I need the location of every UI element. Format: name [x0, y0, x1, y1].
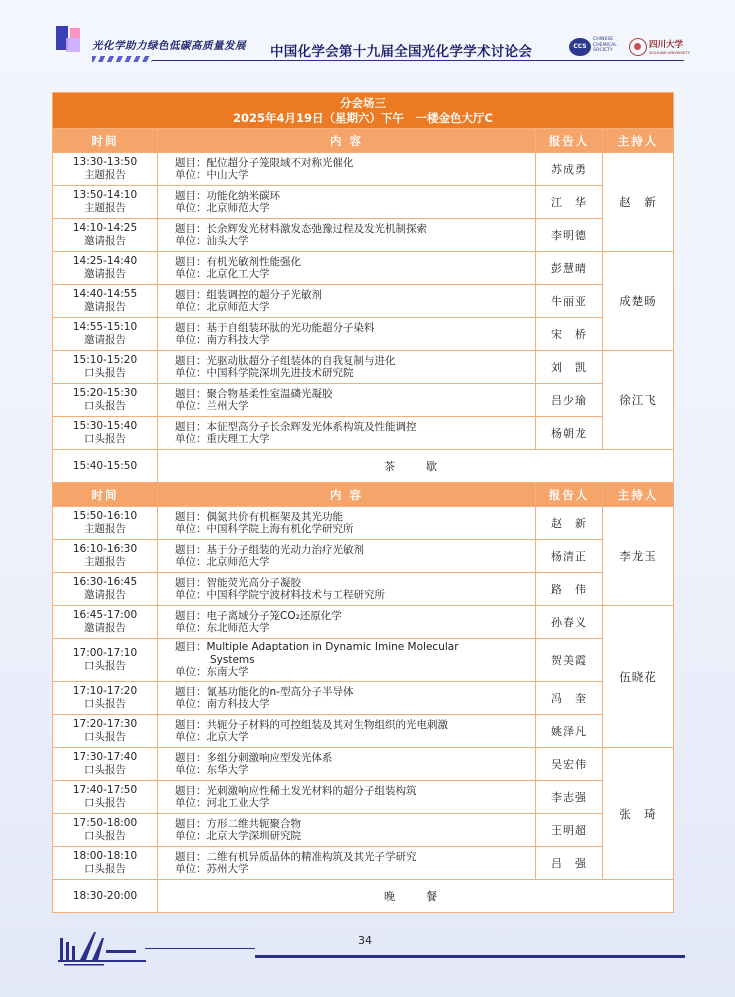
talk-title: 题目：光驱动肽超分子组装体的自我复制与进化: [175, 354, 396, 367]
talk-content-cell: [158, 252, 536, 285]
col-header-content: 内 容: [158, 129, 536, 153]
break-label: 茶 歇: [158, 450, 674, 483]
table-row: [53, 781, 674, 814]
talk-content-cell: [158, 573, 536, 606]
col-header-host: 主持人: [603, 129, 674, 153]
col-header-host: 主持人: [603, 483, 674, 507]
table-row: [53, 153, 674, 186]
speaker-name: 杨朝龙: [536, 417, 603, 450]
talk-type: 口头报告: [84, 433, 126, 445]
talk-type: 主题报告: [84, 202, 126, 214]
talk-unit: 单位：北京师范大学: [175, 556, 270, 568]
building-skyline-icon: [58, 928, 146, 968]
header-slogan: 光化学助力绿色低碳高质量发展: [92, 40, 246, 52]
talk-type: 口头报告: [84, 797, 126, 809]
talk-time-cell: [53, 606, 158, 639]
ccs-logo-label: CHINESE CHEMICAL SOCIETY: [593, 37, 617, 54]
talk-unit: 单位：南方科技大学: [175, 698, 270, 710]
talk-time-cell: [53, 639, 158, 682]
table-row: [53, 252, 674, 285]
table-row: [53, 318, 674, 351]
speaker-name: 吴宏伟: [536, 748, 603, 781]
talk-unit: 单位：北京师范大学: [175, 202, 270, 214]
talk-time-cell: [53, 540, 158, 573]
break-time: 15:40-15:50: [53, 450, 158, 483]
header-stripes: [92, 56, 152, 62]
talk-unit: 单位：东华大学: [175, 764, 249, 776]
schedule-table: [52, 92, 674, 913]
speaker-name: 刘 凯: [536, 351, 603, 384]
talk-content-cell: [158, 219, 536, 252]
table-row: [53, 351, 674, 384]
talk-content-cell: [158, 540, 536, 573]
talk-content-cell: [158, 384, 536, 417]
speaker-name: 王明超: [536, 814, 603, 847]
talk-content-cell: [158, 814, 536, 847]
footer-rule-long: [255, 955, 685, 958]
session-header-row: [53, 93, 674, 129]
talk-type: 主题报告: [84, 169, 126, 181]
host-name: 张 琦: [603, 748, 674, 880]
talk-time: 14:10-14:25: [72, 222, 138, 234]
talk-unit: 单位：北京化工大学: [175, 268, 270, 280]
talk-title: 题目：功能化纳米碳环: [175, 189, 280, 202]
table-row: [53, 573, 674, 606]
talk-time: 16:10-16:30: [72, 543, 138, 555]
talk-time: 14:55-15:10: [72, 321, 138, 333]
talk-unit: 单位：南方科技大学: [175, 334, 270, 346]
session-datetime: 2025年4月19日（星期六）下午 一楼金色大厅C: [233, 110, 493, 125]
talk-title: 题目：长余辉发光材料激发态弛豫过程及发光机制探索: [175, 222, 427, 235]
talk-time: 15:50-16:10: [72, 510, 138, 522]
table-row: [53, 748, 674, 781]
talk-time: 15:10-15:20: [72, 354, 138, 366]
speaker-name: 吕少瑜: [536, 384, 603, 417]
talk-content-cell: [158, 186, 536, 219]
table-row: [53, 814, 674, 847]
speaker-name: 贺美霞: [536, 639, 603, 682]
talk-time: 16:45-17:00: [72, 609, 138, 621]
talk-content-cell: [158, 507, 536, 540]
table-row: [53, 384, 674, 417]
table-row: [53, 682, 674, 715]
talk-content-cell: [158, 639, 536, 682]
speaker-name: 冯 奎: [536, 682, 603, 715]
speaker-name: 江 华: [536, 186, 603, 219]
talk-title: 题目：共轭分子材料的可控组装及其对生物组织的光电刺激: [175, 718, 448, 731]
university-seal-icon: [629, 38, 647, 56]
talk-title: 题目：光刺激响应性稀土发光材料的超分子组装构筑: [175, 784, 417, 797]
talk-type: 口头报告: [84, 830, 126, 842]
talk-type: 口头报告: [84, 731, 126, 743]
talk-title: 题目：偶氮共价有机框架及其光功能: [175, 510, 343, 523]
col-header-time: 时间: [53, 483, 158, 507]
talk-time-cell: [53, 285, 158, 318]
talk-unit: 单位：河北工业大学: [175, 797, 270, 809]
talk-time: 14:40-14:55: [72, 288, 138, 300]
talk-title: 题目：配位超分子笼限域不对称光催化: [175, 156, 354, 169]
talk-content-cell: [158, 417, 536, 450]
host-name: 徐江飞: [603, 351, 674, 450]
talk-type: 口头报告: [84, 400, 126, 412]
talk-time-cell: [53, 781, 158, 814]
column-header-row: [53, 483, 674, 507]
footer-rule-short: [145, 948, 255, 949]
talk-content-cell: [158, 351, 536, 384]
table-row: [53, 186, 674, 219]
talk-type: 口头报告: [84, 698, 126, 710]
talk-title-continued: Systems: [210, 653, 255, 666]
table-row-break: [53, 450, 674, 483]
talk-unit: 单位：兰州大学: [175, 400, 249, 412]
talk-time-cell: [53, 417, 158, 450]
header-rule: [152, 60, 684, 61]
talk-type: 邀请报告: [84, 334, 126, 346]
talk-type: 邀请报告: [84, 622, 126, 634]
talk-time-cell: [53, 252, 158, 285]
talk-time: 16:30-16:45: [72, 576, 138, 588]
talk-type: 口头报告: [84, 660, 126, 672]
column-header-row: [53, 129, 674, 153]
talk-type: 口头报告: [84, 863, 126, 875]
talk-type: 主题报告: [84, 523, 126, 535]
table-row: [53, 715, 674, 748]
speaker-name: 宋 桥: [536, 318, 603, 351]
talk-title: 题目：二维有机异质晶体的精准构筑及其光子学研究: [175, 850, 417, 863]
talk-unit: 单位：东南大学: [175, 666, 249, 679]
session-header: [53, 93, 674, 129]
speaker-name: 路 伟: [536, 573, 603, 606]
talk-time-cell: [53, 153, 158, 186]
host-name: 李龙玉: [603, 507, 674, 606]
talk-time: 17:40-17:50: [72, 784, 138, 796]
talk-time-cell: [53, 748, 158, 781]
speaker-name: 苏成勇: [536, 153, 603, 186]
header-decoration-icon: [56, 26, 82, 52]
talk-content-cell: [158, 606, 536, 639]
talk-title: 题目：基于自组装环肽的光功能超分子染料: [175, 321, 375, 334]
talk-unit: 单位：北京师范大学: [175, 301, 270, 313]
talk-time-cell: [53, 715, 158, 748]
talk-content-cell: [158, 748, 536, 781]
talk-unit: 单位：汕头大学: [175, 235, 249, 247]
speaker-name: 吕 强: [536, 847, 603, 880]
talk-title: 题目：本征型高分子长余辉发光体系构筑及性能调控: [175, 420, 417, 433]
talk-content-cell: [158, 781, 536, 814]
talk-unit: 单位：北京大学深圳研究院: [175, 830, 301, 842]
dinner-label: 晚 餐: [158, 880, 674, 913]
speaker-name: 杨清正: [536, 540, 603, 573]
talk-unit: 单位：中国科学院宁波材料技术与工程研究所: [175, 589, 385, 601]
talk-time-cell: [53, 573, 158, 606]
talk-time: 14:25-14:40: [72, 255, 138, 267]
table-row: [53, 639, 674, 682]
talk-unit: 单位：东北师范大学: [175, 622, 270, 634]
talk-content-cell: [158, 153, 536, 186]
talk-unit: 单位：中国科学院深圳先进技术研究院: [175, 367, 354, 379]
speaker-name: 牛丽亚: [536, 285, 603, 318]
talk-content-cell: [158, 682, 536, 715]
col-header-time: 时间: [53, 129, 158, 153]
col-header-speaker: 报告人: [536, 483, 603, 507]
host-name: 伍晓花: [603, 606, 674, 748]
speaker-name: 姚泽凡: [536, 715, 603, 748]
talk-title: 题目：Multiple Adaptation in Dynamic Imine Molecular: [175, 641, 459, 654]
speaker-name: 孙春义: [536, 606, 603, 639]
ccs-logo-icon: CCS: [569, 38, 591, 56]
talk-time-cell: [53, 318, 158, 351]
dinner-time: 18:30-20:00: [53, 880, 158, 913]
talk-time: 15:30-15:40: [72, 420, 138, 432]
talk-title: 题目：有机光敏剂性能强化: [175, 255, 301, 268]
talk-title: 题目：智能荧光高分子凝胶: [175, 576, 301, 589]
talk-unit: 单位：中山大学: [175, 169, 249, 181]
talk-type: 邀请报告: [84, 301, 126, 313]
page-header: [0, 0, 735, 80]
col-header-content: 内 容: [158, 483, 536, 507]
talk-time-cell: [53, 847, 158, 880]
talk-time: 17:30-17:40: [72, 751, 138, 763]
talk-type: 口头报告: [84, 367, 126, 379]
session-name: 分会场三: [340, 95, 386, 110]
talk-title: 题目：组装调控的超分子光敏剂: [175, 288, 322, 301]
talk-time: 13:50-14:10: [72, 189, 138, 201]
table-row: [53, 219, 674, 252]
talk-unit: 单位：重庆理工大学: [175, 433, 270, 445]
talk-time: 17:10-17:20: [72, 685, 138, 697]
talk-time: 18:00-18:10: [72, 850, 138, 862]
talk-title: 题目：方形二维共轭聚合物: [175, 817, 301, 830]
table-row-dinner: [53, 880, 674, 913]
page-number: 34: [358, 934, 372, 947]
table-row: [53, 507, 674, 540]
table-row: [53, 417, 674, 450]
talk-unit: 单位：北京大学: [175, 731, 249, 743]
table-row: [53, 540, 674, 573]
speaker-name: 李明德: [536, 219, 603, 252]
speaker-name: 赵 新: [536, 507, 603, 540]
talk-time-cell: [53, 219, 158, 252]
talk-content-cell: [158, 318, 536, 351]
talk-unit: 单位：苏州大学: [175, 863, 249, 875]
talk-content-cell: [158, 847, 536, 880]
talk-type: 邀请报告: [84, 268, 126, 280]
talk-type: 邀请报告: [84, 235, 126, 247]
university-name-en: SICHUAN UNIVERSITY: [649, 50, 691, 55]
talk-type: 邀请报告: [84, 589, 126, 601]
table-row: [53, 847, 674, 880]
talk-time: 17:20-17:30: [72, 718, 138, 730]
talk-content-cell: [158, 285, 536, 318]
talk-time-cell: [53, 507, 158, 540]
talk-title: 题目：氰基功能化的n-型高分子半导体: [175, 685, 354, 698]
talk-time-cell: [53, 814, 158, 847]
col-header-speaker: 报告人: [536, 129, 603, 153]
talk-time: 17:50-18:00: [72, 817, 138, 829]
talk-time: 13:30-13:50: [72, 156, 138, 168]
host-name: 赵 新: [603, 153, 674, 252]
table-row: [53, 606, 674, 639]
talk-unit: 单位：中国科学院上海有机化学研究所: [175, 523, 354, 535]
talk-time-cell: [53, 186, 158, 219]
talk-title: 题目：基于分子组装的光动力治疗光敏剂: [175, 543, 364, 556]
talk-title: 题目：电子离域分子笼CO₂还原化学: [175, 609, 342, 622]
conference-title: 中国化学会第十九届全国光化学学术讨论会: [270, 44, 533, 60]
speaker-name: 彭慧晴: [536, 252, 603, 285]
host-name: 成楚旸: [603, 252, 674, 351]
talk-content-cell: [158, 715, 536, 748]
talk-title: 题目：聚合物基柔性室温磷光凝胶: [175, 387, 333, 400]
university-name: 四川大学: [649, 40, 684, 50]
table-row: [53, 285, 674, 318]
talk-type: 口头报告: [84, 764, 126, 776]
talk-time-cell: [53, 351, 158, 384]
talk-time-cell: [53, 682, 158, 715]
talk-type: 主题报告: [84, 556, 126, 568]
speaker-name: 李志强: [536, 781, 603, 814]
talk-time: 15:20-15:30: [72, 387, 138, 399]
talk-time: 17:00-17:10: [72, 647, 138, 659]
talk-title: 题目：多组分刺激响应型发光体系: [175, 751, 333, 764]
talk-time-cell: [53, 384, 158, 417]
